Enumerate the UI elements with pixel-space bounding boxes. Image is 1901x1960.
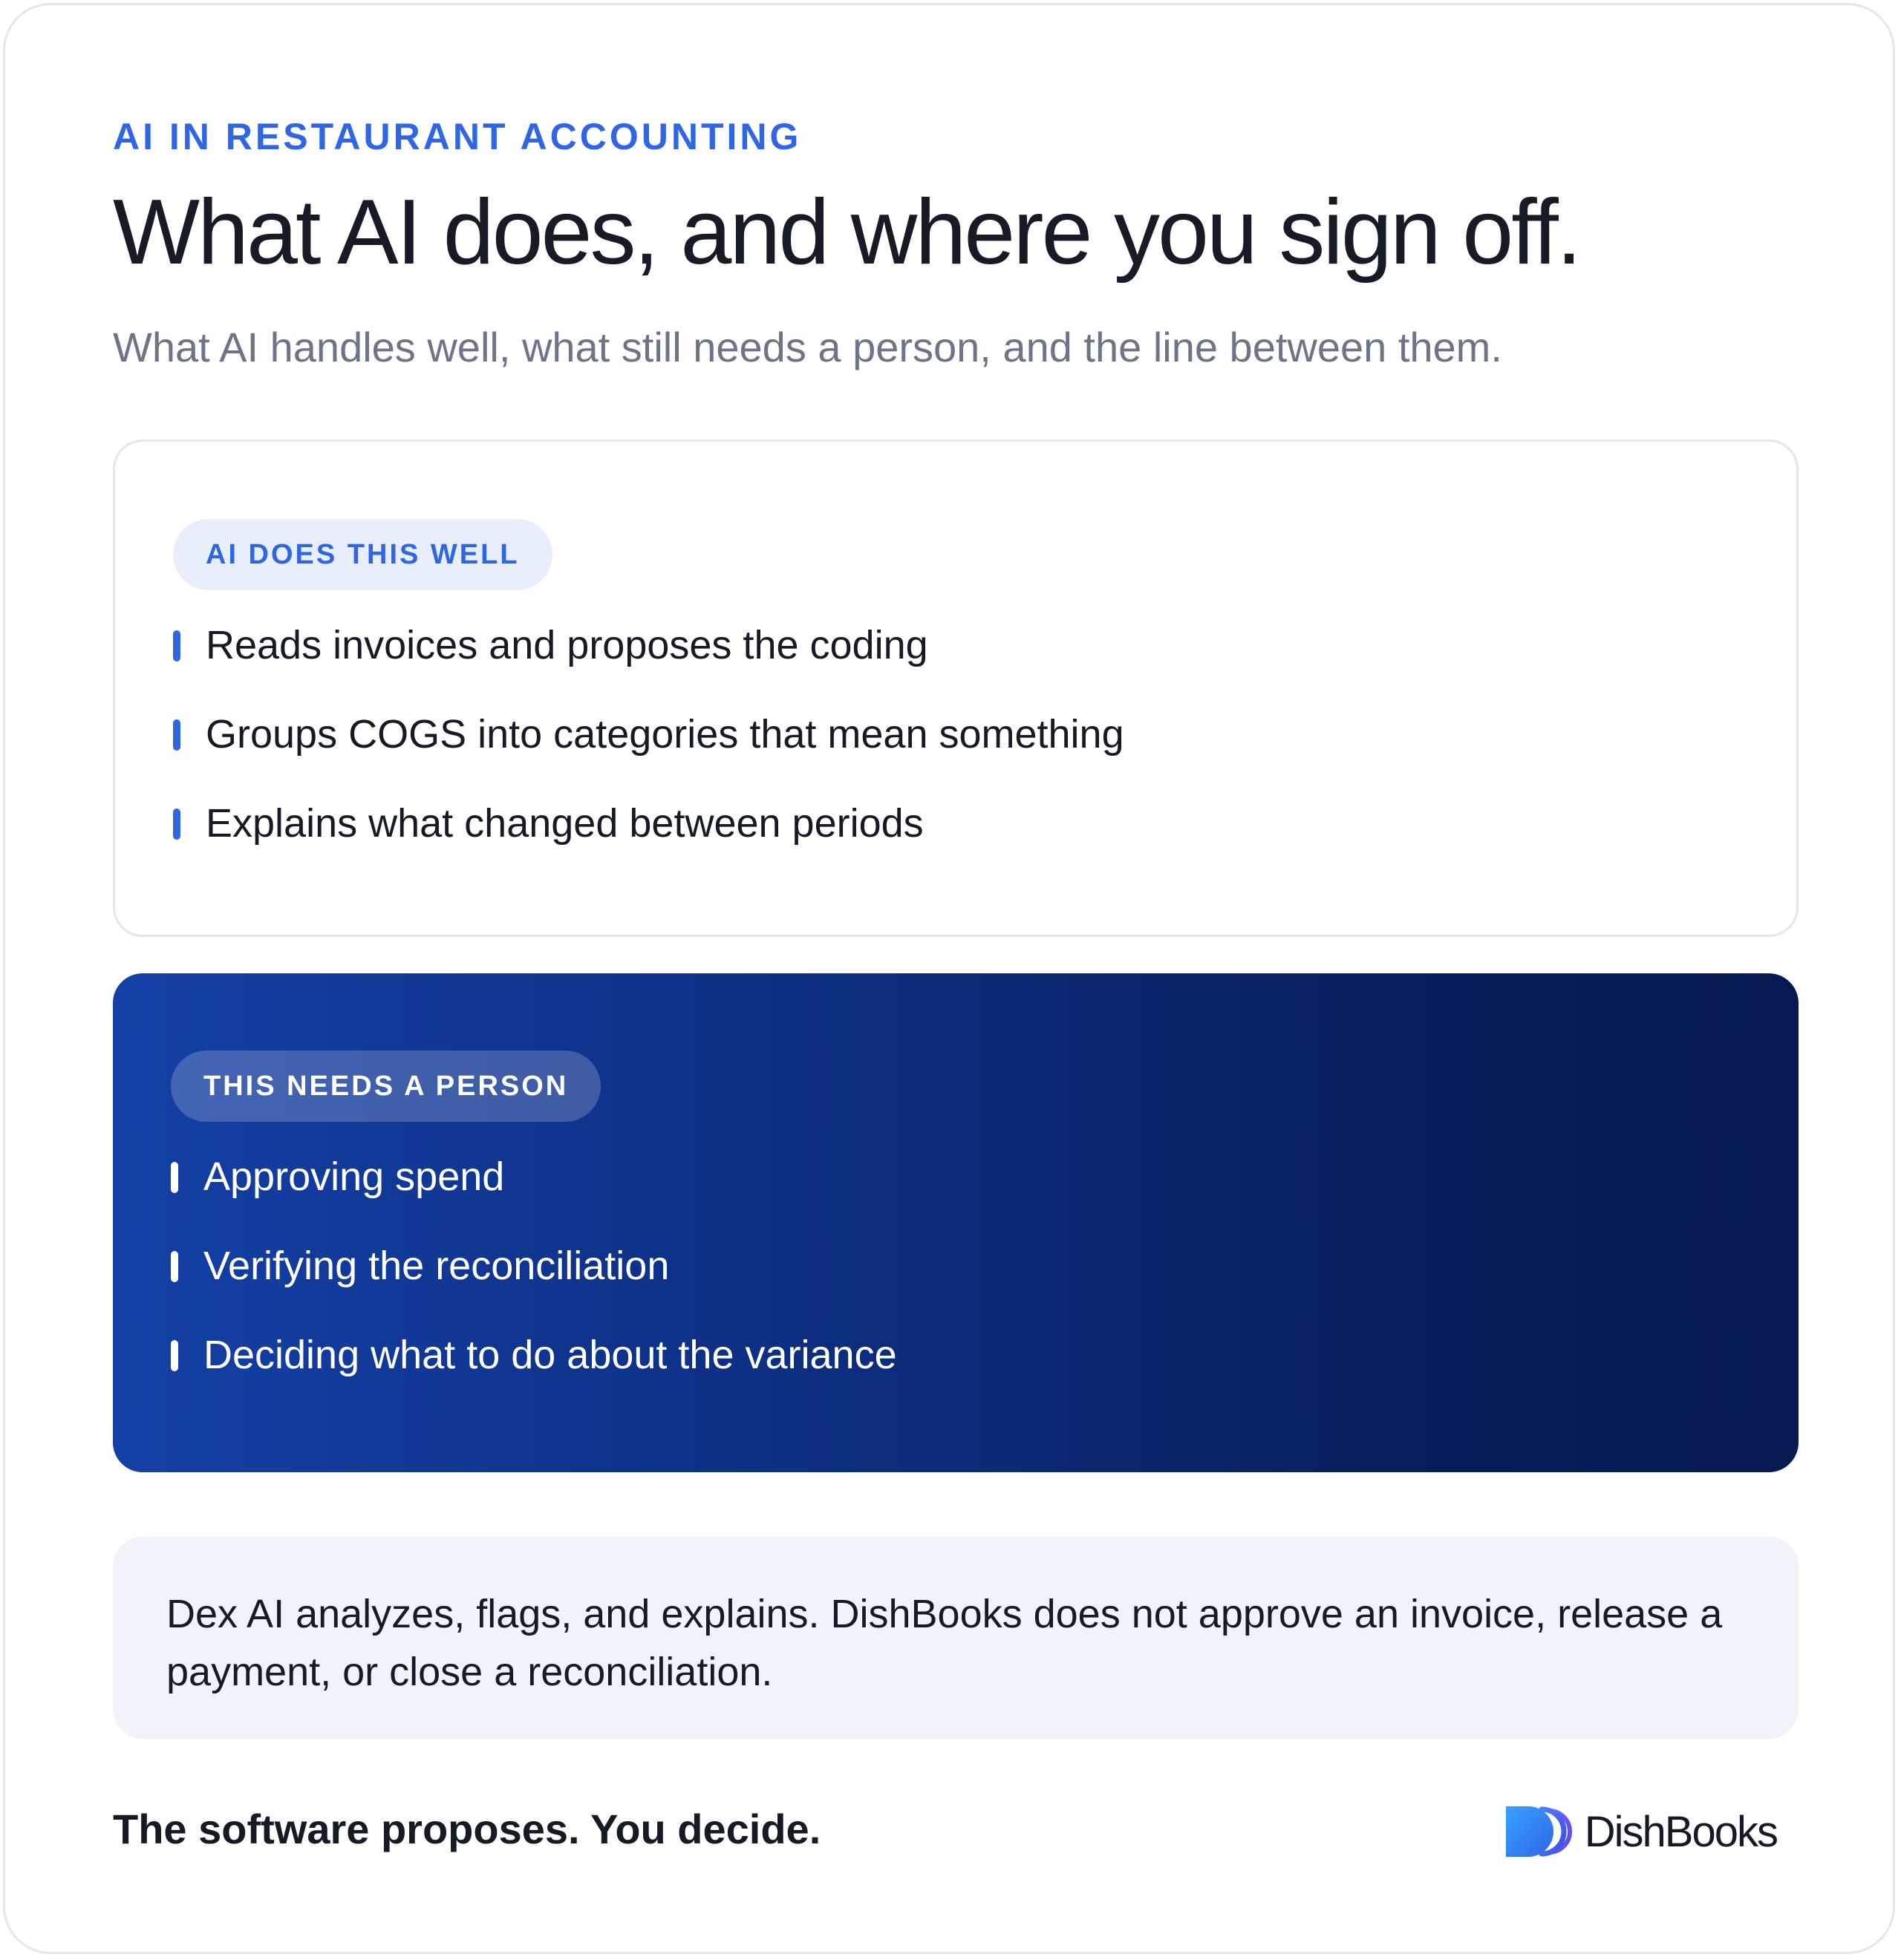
list-item-text: Approving spend bbox=[203, 1154, 505, 1199]
list-item bbox=[173, 618, 1124, 708]
list-item bbox=[171, 1239, 897, 1328]
list-item-text: Groups COGS into categories that mean something bbox=[206, 712, 1124, 757]
bullet-bar-icon bbox=[173, 719, 180, 751]
needs-person-list bbox=[171, 1150, 897, 1417]
list-item bbox=[173, 708, 1124, 797]
list-item-text: Verifying the reconciliation bbox=[203, 1244, 670, 1288]
page-title: What AI does, and where you sign off. bbox=[113, 181, 1580, 284]
ai-does-well-panel bbox=[113, 440, 1799, 937]
bullet-bar-icon bbox=[173, 630, 180, 662]
list-item-text: Explains what changed between periods bbox=[206, 801, 924, 846]
needs-person-badge: THIS NEEDS A PERSON bbox=[171, 1051, 601, 1122]
list-item bbox=[171, 1150, 897, 1239]
disclaimer-note: Dex AI analyzes, flags, and explains. DishBooks does not approve an invoice, release a payment, or close a reconciliation. bbox=[113, 1537, 1799, 1739]
list-item-text: Deciding what to do about the variance bbox=[203, 1333, 897, 1377]
page-subtitle: What AI handles well, what still needs a person, and the line between them. bbox=[113, 324, 1502, 370]
dishbooks-logo-icon bbox=[1506, 1806, 1577, 1857]
bullet-bar-icon bbox=[173, 808, 180, 840]
brand-logo bbox=[1506, 1803, 1777, 1860]
needs-person-panel bbox=[113, 973, 1799, 1472]
brand-name: DishBooks bbox=[1584, 1807, 1777, 1856]
eyebrow-label: AI IN RESTAURANT ACCOUNTING bbox=[113, 116, 802, 157]
list-item bbox=[173, 797, 1124, 886]
bullet-bar-icon bbox=[171, 1162, 178, 1193]
bullet-bar-icon bbox=[171, 1251, 178, 1282]
bullet-bar-icon bbox=[171, 1340, 178, 1371]
footer-tagline: The software proposes. You decide. bbox=[113, 1806, 821, 1852]
ai-does-well-badge: AI DOES THIS WELL bbox=[173, 519, 552, 590]
ai-does-well-list bbox=[173, 618, 1124, 886]
list-item-text: Reads invoices and proposes the coding bbox=[206, 623, 928, 667]
list-item bbox=[171, 1328, 897, 1417]
infographic-card bbox=[3, 3, 1895, 1954]
